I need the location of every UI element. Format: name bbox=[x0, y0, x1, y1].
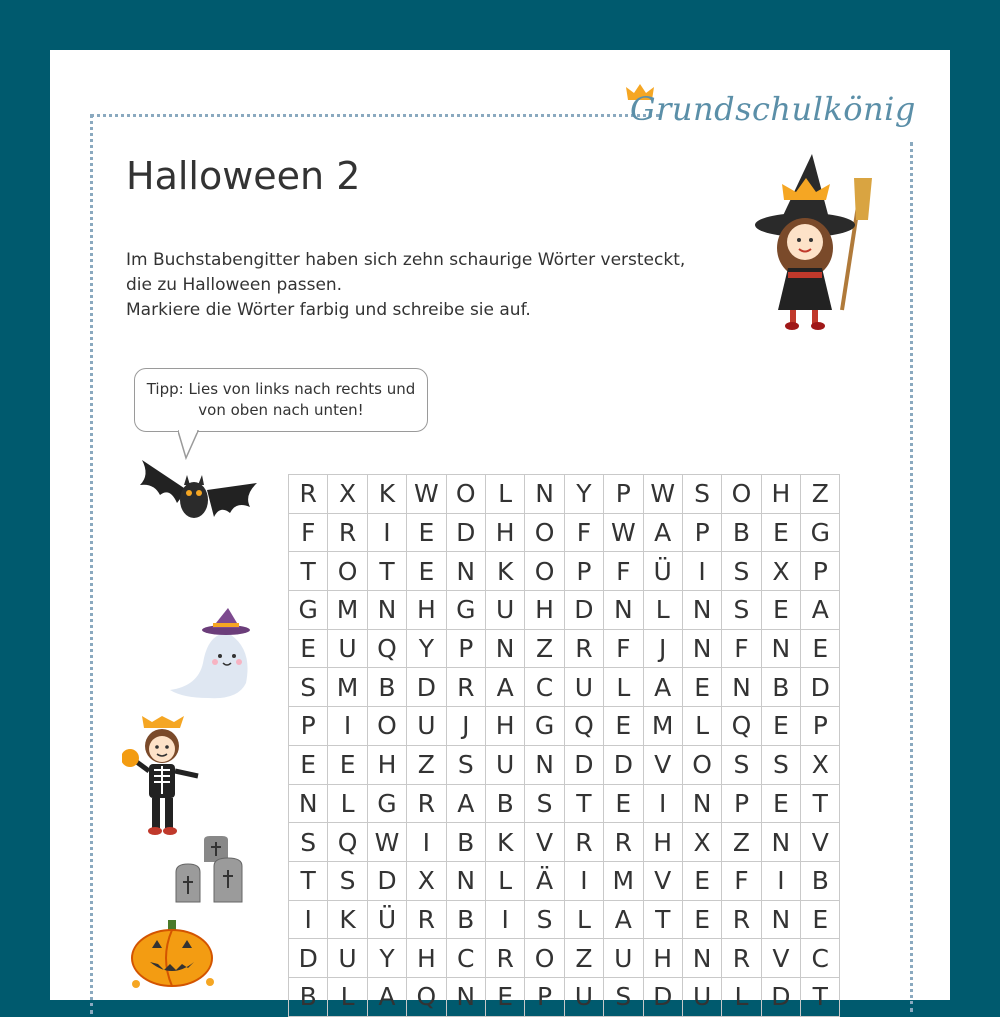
instruction-line: Markiere die Wörter farbig und schreibe sie auf. bbox=[126, 300, 531, 320]
grid-cell[interactable]: Ü bbox=[368, 901, 407, 940]
pumpkin-illustration bbox=[126, 918, 218, 990]
grid-cell[interactable]: S bbox=[683, 475, 722, 514]
grid-cell[interactable]: E bbox=[683, 862, 722, 901]
grid-cell[interactable]: O bbox=[447, 475, 486, 514]
grid-cell[interactable]: N bbox=[762, 823, 801, 862]
grid-cell[interactable]: R bbox=[407, 785, 446, 824]
grid-cell[interactable]: N bbox=[447, 978, 486, 1017]
grid-cell[interactable]: W bbox=[604, 514, 643, 553]
grid-cell[interactable]: B bbox=[368, 668, 407, 707]
grid-cell[interactable]: B bbox=[486, 785, 525, 824]
grid-cell[interactable]: Z bbox=[722, 823, 761, 862]
grid-cell[interactable]: D bbox=[368, 862, 407, 901]
grid-cell[interactable]: A bbox=[604, 901, 643, 940]
dotted-border-top bbox=[90, 114, 660, 117]
bat-illustration bbox=[132, 455, 262, 530]
grid-cell[interactable]: U bbox=[328, 630, 367, 669]
page-title: Halloween 2 bbox=[126, 154, 361, 198]
grid-cell[interactable]: I bbox=[644, 785, 683, 824]
grid-cell[interactable]: X bbox=[328, 475, 367, 514]
grid-cell[interactable]: J bbox=[644, 630, 683, 669]
grid-cell[interactable]: O bbox=[328, 552, 367, 591]
grid-cell[interactable]: N bbox=[683, 939, 722, 978]
grid-cell[interactable]: P bbox=[722, 785, 761, 824]
grid-cell[interactable]: R bbox=[604, 823, 643, 862]
grid-cell[interactable]: N bbox=[604, 591, 643, 630]
letter-grid bbox=[288, 474, 840, 1017]
grid-cell[interactable]: N bbox=[368, 591, 407, 630]
grid-cell[interactable]: U bbox=[604, 939, 643, 978]
grid-cell[interactable]: C bbox=[447, 939, 486, 978]
grid-cell[interactable]: D bbox=[289, 939, 328, 978]
grid-cell[interactable]: E bbox=[289, 746, 328, 785]
grid-cell[interactable]: F bbox=[565, 514, 604, 553]
grid-cell[interactable]: E bbox=[407, 514, 446, 553]
grid-cell[interactable]: V bbox=[525, 823, 564, 862]
grid-cell[interactable]: L bbox=[486, 862, 525, 901]
grid-cell[interactable]: E bbox=[801, 901, 840, 940]
grid-cell[interactable]: H bbox=[644, 939, 683, 978]
grid-cell[interactable]: O bbox=[722, 475, 761, 514]
grid-cell[interactable]: H bbox=[407, 939, 446, 978]
grid-cell[interactable]: I bbox=[565, 862, 604, 901]
grid-cell[interactable]: O bbox=[368, 707, 407, 746]
grid-cell[interactable]: X bbox=[683, 823, 722, 862]
grid-cell[interactable]: E bbox=[762, 707, 801, 746]
grid-cell[interactable]: C bbox=[525, 668, 564, 707]
grid-cell[interactable]: N bbox=[762, 901, 801, 940]
grid-cell[interactable]: Z bbox=[565, 939, 604, 978]
grid-cell[interactable]: Q bbox=[722, 707, 761, 746]
grid-cell[interactable]: R bbox=[565, 823, 604, 862]
instructions bbox=[126, 248, 746, 323]
grid-cell[interactable]: R bbox=[447, 668, 486, 707]
grid-cell[interactable]: G bbox=[525, 707, 564, 746]
grid-cell[interactable]: K bbox=[368, 475, 407, 514]
grid-cell[interactable]: Q bbox=[565, 707, 604, 746]
grid-cell[interactable]: P bbox=[801, 707, 840, 746]
ghost-illustration bbox=[168, 608, 258, 703]
grid-cell[interactable]: F bbox=[722, 630, 761, 669]
grid-cell[interactable]: K bbox=[328, 901, 367, 940]
grid-cell[interactable]: S bbox=[525, 901, 564, 940]
worksheet bbox=[50, 50, 950, 1012]
grid-cell[interactable]: T bbox=[289, 552, 328, 591]
grid-cell[interactable]: E bbox=[604, 707, 643, 746]
tip-line: von oben nach unten! bbox=[198, 401, 364, 419]
grid-cell[interactable]: A bbox=[486, 668, 525, 707]
grid-cell[interactable]: O bbox=[525, 514, 564, 553]
grid-cell[interactable]: F bbox=[604, 630, 643, 669]
grid-cell[interactable]: N bbox=[447, 862, 486, 901]
grid-cell[interactable]: N bbox=[486, 630, 525, 669]
grid-cell[interactable]: B bbox=[801, 862, 840, 901]
grid-cell[interactable]: H bbox=[644, 823, 683, 862]
grid-cell[interactable]: S bbox=[722, 552, 761, 591]
grid-cell[interactable]: U bbox=[407, 707, 446, 746]
grid-cell[interactable]: M bbox=[328, 591, 367, 630]
grid-cell[interactable]: E bbox=[328, 746, 367, 785]
grid-cell[interactable]: D bbox=[801, 668, 840, 707]
grid-cell[interactable]: R bbox=[722, 901, 761, 940]
grid-cell[interactable]: R bbox=[289, 475, 328, 514]
grid-cell[interactable]: G bbox=[289, 591, 328, 630]
grid-cell[interactable]: D bbox=[447, 514, 486, 553]
grid-cell[interactable]: A bbox=[801, 591, 840, 630]
grid-cell[interactable]: H bbox=[525, 591, 564, 630]
grid-cell[interactable]: F bbox=[722, 862, 761, 901]
grid-cell[interactable]: T bbox=[565, 785, 604, 824]
grid-cell[interactable]: E bbox=[762, 785, 801, 824]
grid-cell[interactable]: P bbox=[683, 514, 722, 553]
grid-cell[interactable]: L bbox=[328, 785, 367, 824]
grid-cell[interactable]: I bbox=[289, 901, 328, 940]
grid-cell[interactable]: U bbox=[328, 939, 367, 978]
grid-cell[interactable]: Q bbox=[368, 630, 407, 669]
grid-cell[interactable]: P bbox=[604, 475, 643, 514]
dotted-border-left bbox=[90, 114, 93, 1014]
grid-cell[interactable]: Z bbox=[407, 746, 446, 785]
grid-cell[interactable]: M bbox=[604, 862, 643, 901]
grid-cell[interactable]: O bbox=[525, 939, 564, 978]
grid-cell[interactable]: A bbox=[644, 668, 683, 707]
grid-cell[interactable]: I bbox=[407, 823, 446, 862]
brand-logo: Grundschulkönig bbox=[630, 90, 916, 128]
grid-cell[interactable]: P bbox=[525, 978, 564, 1017]
grid-cell[interactable]: W bbox=[407, 475, 446, 514]
grid-cell[interactable]: A bbox=[447, 785, 486, 824]
grid-cell[interactable]: R bbox=[407, 901, 446, 940]
grid-cell[interactable]: E bbox=[683, 668, 722, 707]
grid-cell[interactable]: E bbox=[762, 591, 801, 630]
grid-cell[interactable]: L bbox=[565, 901, 604, 940]
grid-cell[interactable]: R bbox=[565, 630, 604, 669]
grid-cell[interactable]: N bbox=[525, 746, 564, 785]
grid-cell[interactable]: O bbox=[525, 552, 564, 591]
grid-cell[interactable]: V bbox=[644, 746, 683, 785]
grid-cell[interactable]: D bbox=[407, 668, 446, 707]
grid-cell[interactable]: X bbox=[762, 552, 801, 591]
grid-cell[interactable]: D bbox=[565, 591, 604, 630]
grid-cell[interactable]: Y bbox=[565, 475, 604, 514]
grid-cell[interactable]: I bbox=[683, 552, 722, 591]
grid-cell[interactable]: X bbox=[407, 862, 446, 901]
instruction-line: die zu Halloween passen. bbox=[126, 275, 343, 295]
grid-cell[interactable]: C bbox=[801, 939, 840, 978]
grid-cell[interactable]: F bbox=[289, 514, 328, 553]
grid-cell[interactable]: D bbox=[604, 746, 643, 785]
grid-cell[interactable]: T bbox=[801, 785, 840, 824]
grid-cell[interactable]: N bbox=[289, 785, 328, 824]
grid-cell[interactable]: T bbox=[644, 901, 683, 940]
grid-cell[interactable]: R bbox=[328, 514, 367, 553]
grid-cell[interactable]: S bbox=[289, 823, 328, 862]
grid-cell[interactable]: Z bbox=[525, 630, 564, 669]
grid-cell[interactable]: M bbox=[644, 707, 683, 746]
grid-cell[interactable]: L bbox=[486, 475, 525, 514]
grid-cell[interactable]: H bbox=[486, 707, 525, 746]
grid-cell[interactable]: I bbox=[368, 514, 407, 553]
tip-bubble bbox=[134, 368, 428, 432]
grid-cell[interactable]: O bbox=[683, 746, 722, 785]
grid-cell[interactable]: E bbox=[604, 785, 643, 824]
witch-girl-illustration bbox=[750, 150, 880, 330]
grid-cell[interactable]: X bbox=[801, 746, 840, 785]
grid-cell[interactable]: W bbox=[644, 475, 683, 514]
grid-cell[interactable]: N bbox=[683, 785, 722, 824]
grid-cell[interactable]: J bbox=[447, 707, 486, 746]
tip-line: Tipp: Lies von links nach rechts und bbox=[146, 380, 416, 398]
grid-cell[interactable]: R bbox=[722, 939, 761, 978]
grid-cell[interactable]: G bbox=[801, 514, 840, 553]
grid-cell[interactable]: A bbox=[644, 514, 683, 553]
grid-cell[interactable]: S bbox=[328, 862, 367, 901]
grid-cell[interactable]: U bbox=[683, 978, 722, 1017]
grid-cell[interactable]: L bbox=[683, 707, 722, 746]
grid-cell[interactable]: P bbox=[565, 552, 604, 591]
grid-cell[interactable]: U bbox=[565, 978, 604, 1017]
grid-cell[interactable]: S bbox=[722, 591, 761, 630]
grid-cell[interactable]: L bbox=[722, 978, 761, 1017]
instruction-line: Im Buchstabengitter haben sich zehn schaurige Wörter versteckt, bbox=[126, 250, 686, 270]
grid-cell[interactable]: E bbox=[289, 630, 328, 669]
grid-cell[interactable]: B bbox=[722, 514, 761, 553]
grid-cell[interactable]: V bbox=[801, 823, 840, 862]
grid-cell[interactable]: S bbox=[762, 746, 801, 785]
grid-cell[interactable]: P bbox=[801, 552, 840, 591]
grid-cell[interactable]: B bbox=[289, 978, 328, 1017]
grid-cell[interactable]: Ä bbox=[525, 862, 564, 901]
grid-cell[interactable]: I bbox=[486, 901, 525, 940]
skeleton-child-illustration bbox=[122, 716, 212, 841]
grid-cell[interactable]: N bbox=[447, 552, 486, 591]
grid-cell[interactable]: S bbox=[722, 746, 761, 785]
grid-cell[interactable]: Q bbox=[407, 978, 446, 1017]
grid-cell[interactable]: P bbox=[289, 707, 328, 746]
grid-cell[interactable]: S bbox=[289, 668, 328, 707]
grid-cell[interactable]: S bbox=[525, 785, 564, 824]
grid-cell[interactable]: U bbox=[486, 591, 525, 630]
grid-cell[interactable]: S bbox=[604, 978, 643, 1017]
grid-cell[interactable]: T bbox=[289, 862, 328, 901]
grid-cell[interactable]: T bbox=[368, 552, 407, 591]
grid-cell[interactable]: V bbox=[762, 939, 801, 978]
grid-cell[interactable]: A bbox=[368, 978, 407, 1017]
grid-cell[interactable]: F bbox=[604, 552, 643, 591]
grid-cell[interactable]: L bbox=[644, 591, 683, 630]
grid-cell[interactable]: E bbox=[407, 552, 446, 591]
grid-cell[interactable]: N bbox=[762, 630, 801, 669]
grid-cell[interactable]: L bbox=[328, 978, 367, 1017]
grid-cell[interactable]: I bbox=[328, 707, 367, 746]
grid-cell[interactable]: B bbox=[762, 668, 801, 707]
grid-cell[interactable]: Y bbox=[407, 630, 446, 669]
grid-cell[interactable]: H bbox=[407, 591, 446, 630]
grid-cell[interactable]: Z bbox=[801, 475, 840, 514]
grid-cell[interactable]: B bbox=[447, 901, 486, 940]
grid-cell[interactable]: M bbox=[328, 668, 367, 707]
grid-cell[interactable]: U bbox=[486, 746, 525, 785]
grid-cell[interactable]: N bbox=[722, 668, 761, 707]
grid-cell[interactable]: D bbox=[644, 978, 683, 1017]
grid-cell[interactable]: H bbox=[368, 746, 407, 785]
grid-cell[interactable]: N bbox=[525, 475, 564, 514]
grid-cell[interactable]: G bbox=[368, 785, 407, 824]
grid-cell[interactable]: S bbox=[447, 746, 486, 785]
grid-cell[interactable]: Q bbox=[328, 823, 367, 862]
grid-cell[interactable]: Ü bbox=[644, 552, 683, 591]
grid-cell[interactable]: T bbox=[801, 978, 840, 1017]
grid-cell[interactable]: G bbox=[447, 591, 486, 630]
grid-cell[interactable]: W bbox=[368, 823, 407, 862]
dotted-border-right bbox=[910, 142, 913, 1012]
grid-cell[interactable]: V bbox=[644, 862, 683, 901]
grid-cell[interactable]: E bbox=[486, 978, 525, 1017]
grid-cell[interactable]: N bbox=[683, 591, 722, 630]
grid-cell[interactable]: E bbox=[801, 630, 840, 669]
grid-cell[interactable]: Y bbox=[368, 939, 407, 978]
grid-cell[interactable]: B bbox=[447, 823, 486, 862]
grid-cell[interactable]: D bbox=[762, 978, 801, 1017]
grid-cell[interactable]: L bbox=[604, 668, 643, 707]
grid-cell[interactable]: H bbox=[762, 475, 801, 514]
grid-cell[interactable]: H bbox=[486, 514, 525, 553]
grid-cell[interactable]: N bbox=[683, 630, 722, 669]
grid-cell[interactable]: E bbox=[683, 901, 722, 940]
grid-cell[interactable]: P bbox=[447, 630, 486, 669]
grid-cell[interactable]: R bbox=[486, 939, 525, 978]
grid-cell[interactable]: I bbox=[762, 862, 801, 901]
gravestones-illustration bbox=[174, 836, 250, 904]
grid-cell[interactable]: D bbox=[565, 746, 604, 785]
grid-cell[interactable]: K bbox=[486, 552, 525, 591]
grid-cell[interactable]: K bbox=[486, 823, 525, 862]
grid-cell[interactable]: U bbox=[565, 668, 604, 707]
grid-cell[interactable]: E bbox=[762, 514, 801, 553]
